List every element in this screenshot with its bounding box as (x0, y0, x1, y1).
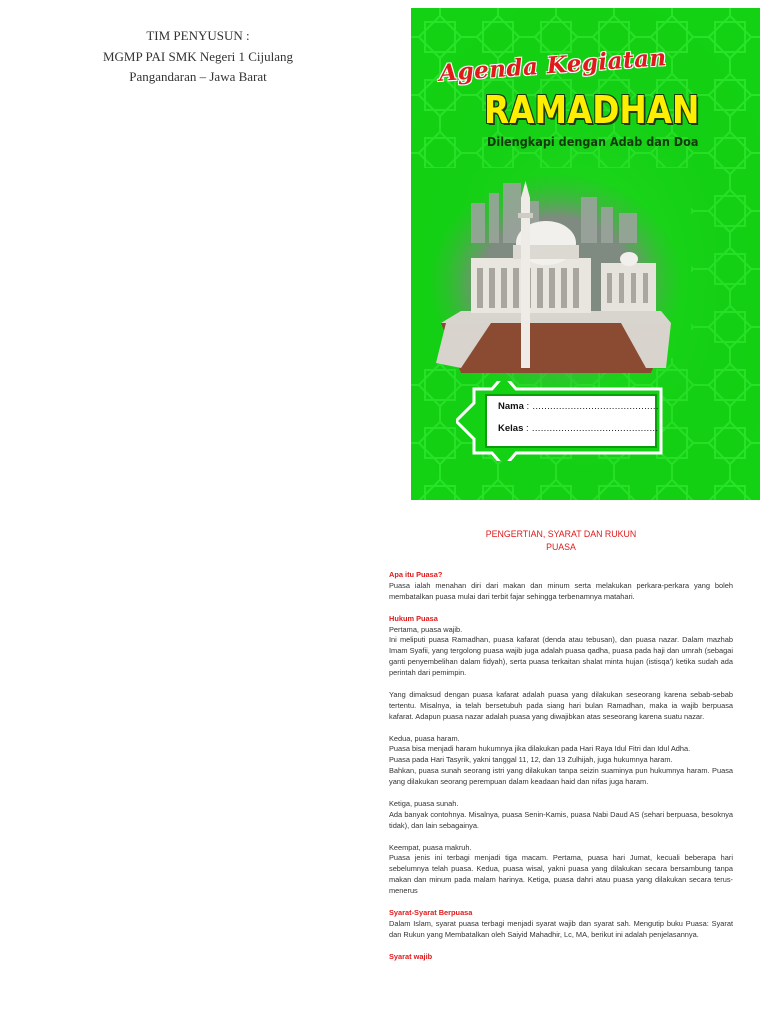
credits-team-label: TIM PENYUSUN : (146, 28, 250, 43)
section-fasting-law (389, 614, 733, 679)
paragraph: Ini meliputi puasa Ramadhan, puasa kafarat (denda atau tebusan), dan puasa nazar. Dalam mazhab Imam Syafii, yang tergolong puasa wajib juga adalah puasa qadha, puasa pada haji dan umrah (sebagai ganti penyembelihan dalam fidyah), serta puasa terkaitan shalat minta hujan (istisqa') ketika sudah ada perintah dari pemimpin. (389, 635, 733, 678)
article-body (389, 528, 733, 973)
section-heading: Syarat wajib (389, 951, 433, 961)
section-heading: Apa itu Puasa? (389, 570, 443, 579)
paragraph: Puasa ialah menahan diri dari makan dan minum serta melakukan perkara-perkara yang boleh membatalkan puasa mulai dari terbit fajar sehingga terbenamnya matahari. (389, 580, 733, 601)
article-title: PENGERTIAN, SYARAT DAN RUKUN PUASA (485, 529, 637, 552)
paragraph-haram: Kedua, puasa haram. Puasa bisa menjadi haram hukumnya jika dilakukan pada Hari Raya Idul Fitri dan Idul Adha. Puasa pada Hari Tasyrik, yakni tanggal 11, 12, dan 13 Zulhijah, juga hukumnya haram. Bahkan, puasa sunah seorang istri yang dilakukan tanpa seizin suaminya pun hukumnya haram. Puasa yang dilakukan seorang perempuan dalam keadaan haid dan nifas juga haram. (389, 733, 733, 787)
paragraph: Pertama, puasa wajib. (389, 624, 463, 634)
name-fill-line: : ........................................... (526, 401, 659, 412)
section-mandatory-requirements (389, 952, 733, 963)
credits-location: Pangandaran – Jawa Barat (129, 69, 267, 84)
paragraph-sunah: Ketiga, puasa sunah. Ada banyak contohnya. Misalnya, puasa Senin-Kamis, puasa Nabi Daud AS (sehari berpuasa, besoknya tidak), dan lain sebagainya. (389, 798, 733, 830)
name-label: Nama (498, 401, 524, 412)
cover-script-title: Agenda Kegiatan (438, 44, 668, 87)
class-field[interactable] (498, 423, 658, 434)
credits-organization: MGMP PAI SMK Negeri 1 Cijulang (102, 48, 294, 64)
name-field[interactable] (498, 401, 659, 412)
class-label: Kelas (498, 423, 524, 434)
book-cover (411, 8, 760, 500)
name-box-frame (456, 381, 671, 461)
cover-subtitle: Dilengkapi dengan Adab dan Doa (487, 134, 699, 149)
credits-block (80, 26, 316, 88)
class-fill-line: : ........................................... (526, 423, 659, 434)
paragraph-makruh: Keempat, puasa makruh. Puasa jenis ini terbagi menjadi tiga macam. Pertama, puasa hari Jumat, kecuali beberapa hari sebelumnya telah puasa. Kedua, puasa wisal, yakni puasa yang dilakukan secara bersambung tanpa makan dan minum pada malam harinya. Ketiga, puasa dahri atau puasa yang dilakukan secara terus-menerus (389, 842, 733, 896)
section-requirements (389, 908, 733, 941)
cover-main-title: RAMADHAN (484, 88, 700, 132)
name-class-form (466, 393, 676, 445)
section-heading: Syarat-Syarat Berpuasa (389, 908, 473, 917)
section-what-is-fasting (389, 570, 733, 603)
mosque-illustration (431, 173, 681, 393)
section-heading: Hukum Puasa (389, 613, 438, 623)
paragraph: Dalam Islam, syarat puasa terbagi menjadi syarat wajib dan syarat sah. Mengutip buku Puasa: Syarat dan Rukun yang Membatalkan oleh Saiyid Mahadhir, Lc, MA, berikut ini adalah penjelasannya. (389, 918, 733, 939)
paragraph-kafarat: Yang dimaksud dengan puasa kafarat adalah puasa yang dilakukan seseorang karena sebab-sebab tertentu. Misalnya, ia telah bersetubuh pada siang hari bulan Ramadhan, maka ia wajib berpuasa kafarat. Adapun puasa nazar adalah puasa yang diwajibkan atas seseorang karena suatu nazar. (389, 689, 733, 721)
